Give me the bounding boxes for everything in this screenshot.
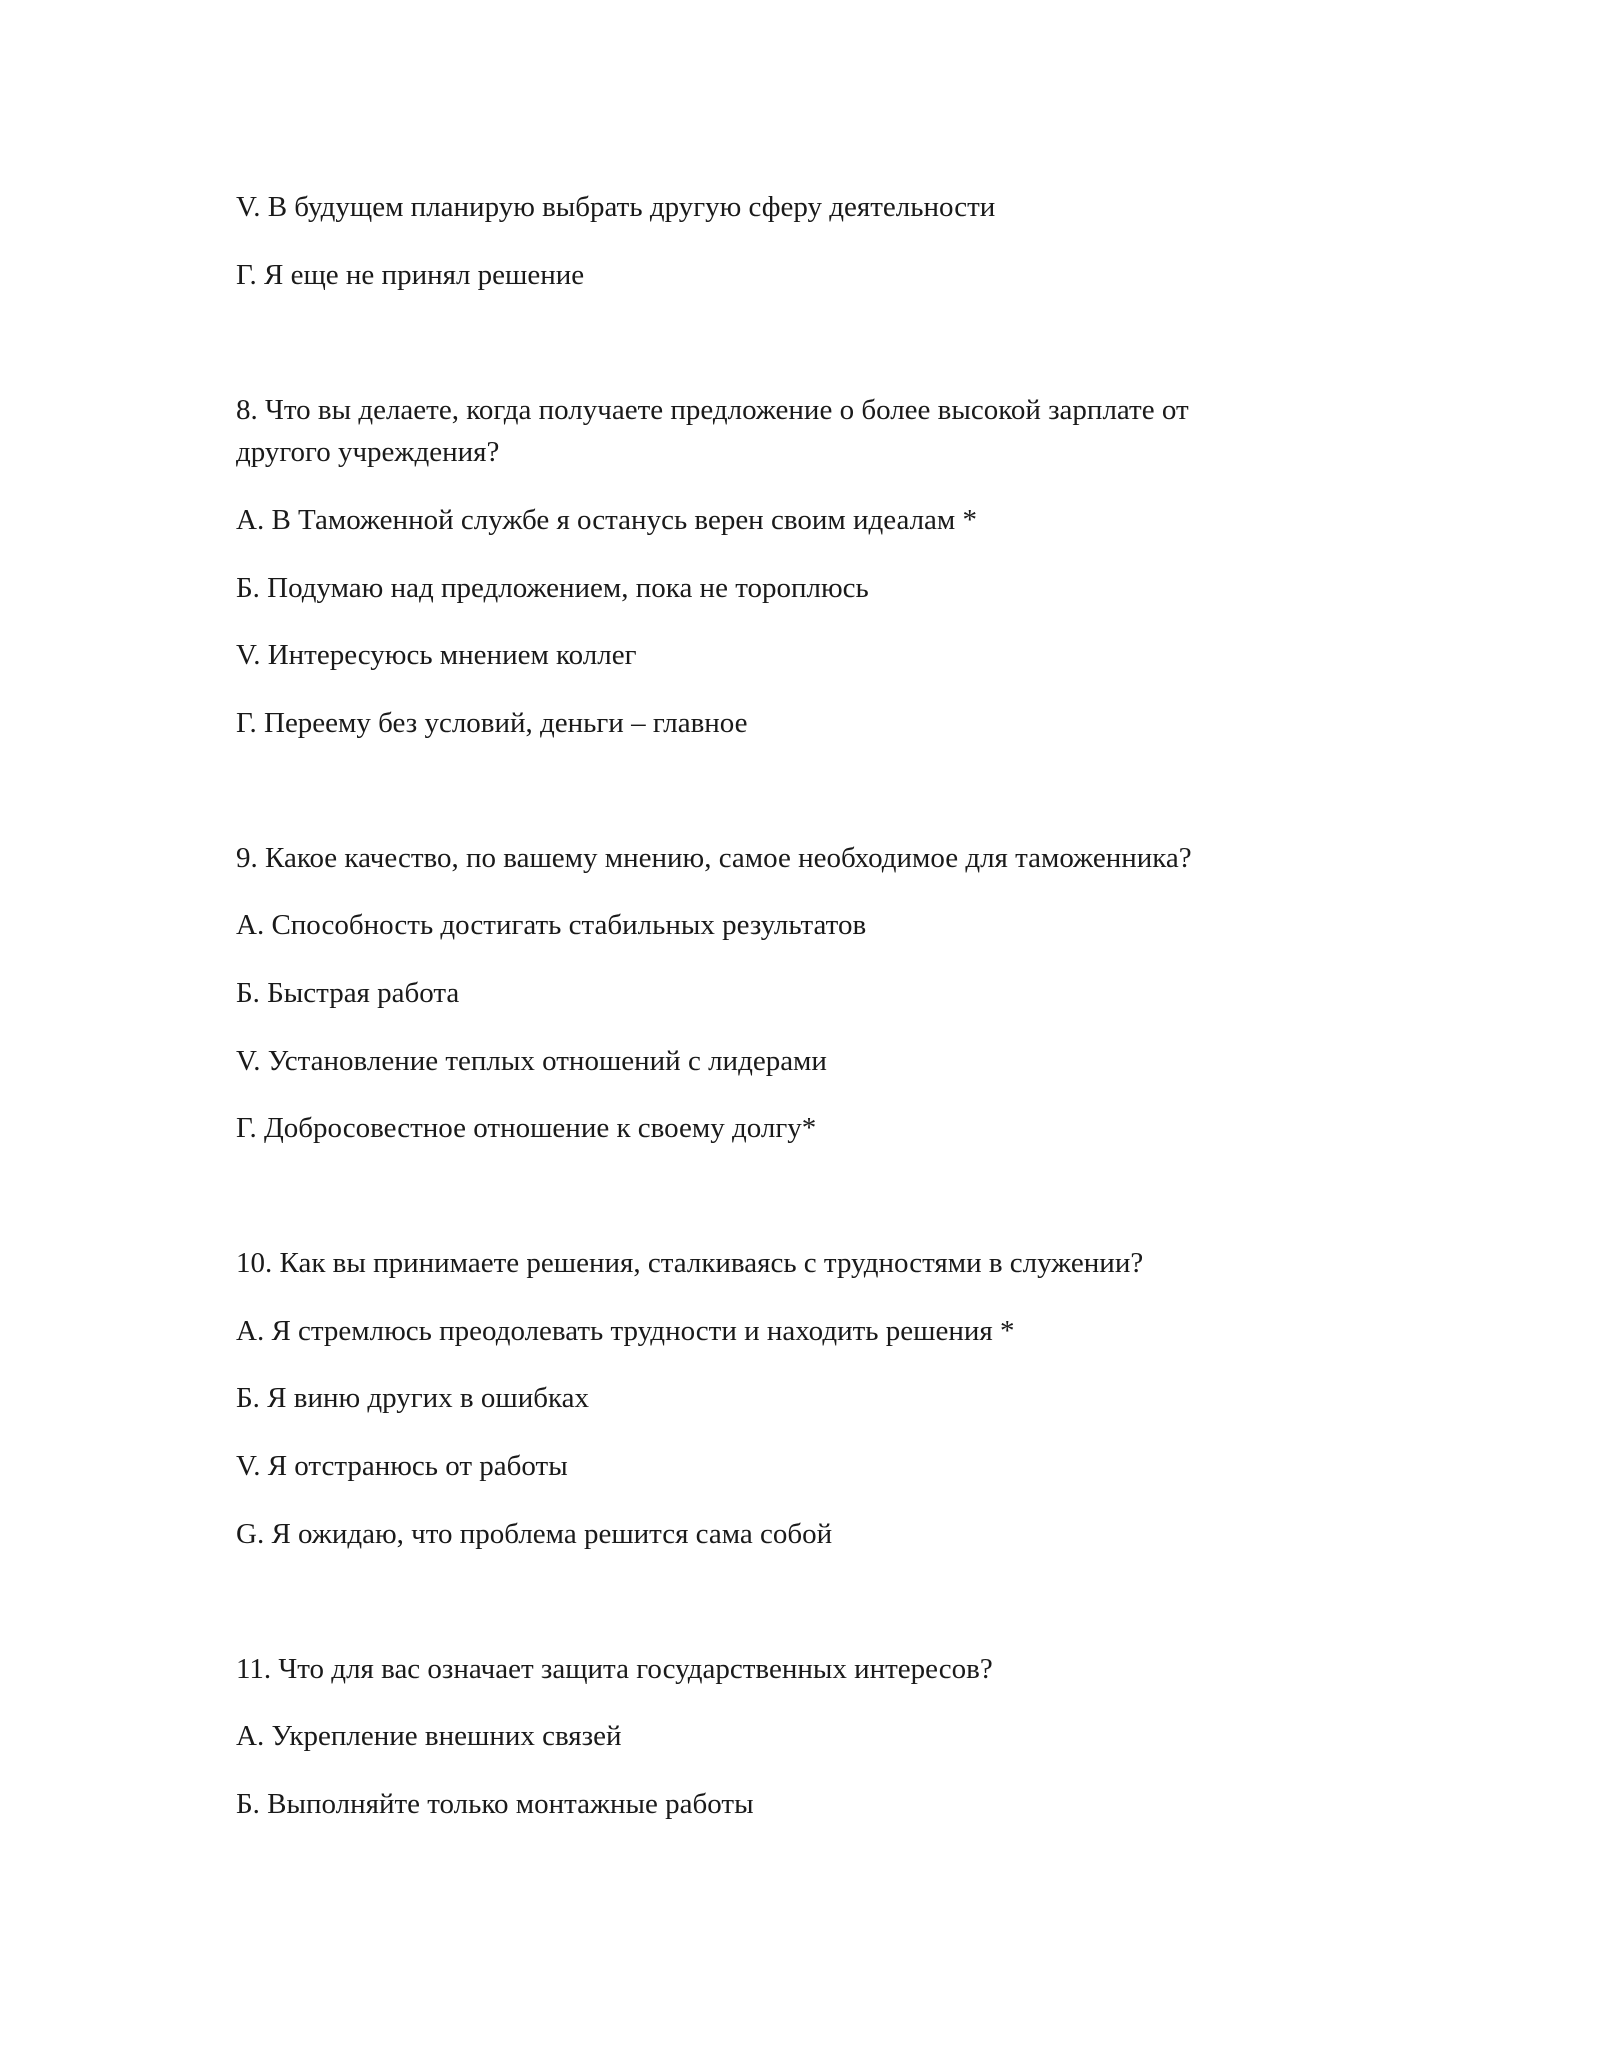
answer-option: Г. Добросовестное отношение к своему долгу* <box>236 1112 817 1144</box>
answer-option: A. Укрепление внешних связей <box>236 1720 622 1752</box>
question-text: 10. Как вы принимаете решения, сталкиваясь с трудностями в служении? <box>236 1247 1144 1279</box>
question-text: 9. Какое качество, по вашему мнению, самое необходимое для таможенника? <box>236 842 1192 874</box>
answer-option: A. В Таможенной службе я останусь верен своим идеалам * <box>236 504 978 536</box>
answer-option: Б. Быстрая работа <box>236 977 460 1009</box>
question-text: другого учреждения? <box>236 436 500 468</box>
answer-option: Б. Выполняйте только монтажные работы <box>236 1788 754 1820</box>
question-text: 11. Что для вас означает защита государственных интересов? <box>236 1653 993 1685</box>
answer-option: G. Я ожидаю, что проблема решится сама собой <box>236 1518 833 1550</box>
answer-option: Г. Я еще не принял решение <box>236 259 585 291</box>
answer-option: V. Я отстранюсь от работы <box>236 1450 568 1482</box>
answer-option: A. Способность достигать стабильных результатов <box>236 909 867 941</box>
answer-option: V. Установление теплых отношений с лидерами <box>236 1045 827 1077</box>
answer-option: V. В будущем планирую выбрать другую сферу деятельности <box>236 191 996 223</box>
question-text: 8. Что вы делаете, когда получаете предложение о более высокой зарплате от <box>236 394 1189 426</box>
answer-option: Б. Я виню других в ошибках <box>236 1382 589 1414</box>
answer-option: Г. Переему без условий, деньги – главное <box>236 707 748 739</box>
answer-option: V. Интересуюсь мнением коллег <box>236 639 637 671</box>
answer-option: A. Я стремлюсь преодолевать трудности и находить решения * <box>236 1315 1015 1347</box>
answer-option: Б. Подумаю над предложением, пока не тороплюсь <box>236 572 869 604</box>
